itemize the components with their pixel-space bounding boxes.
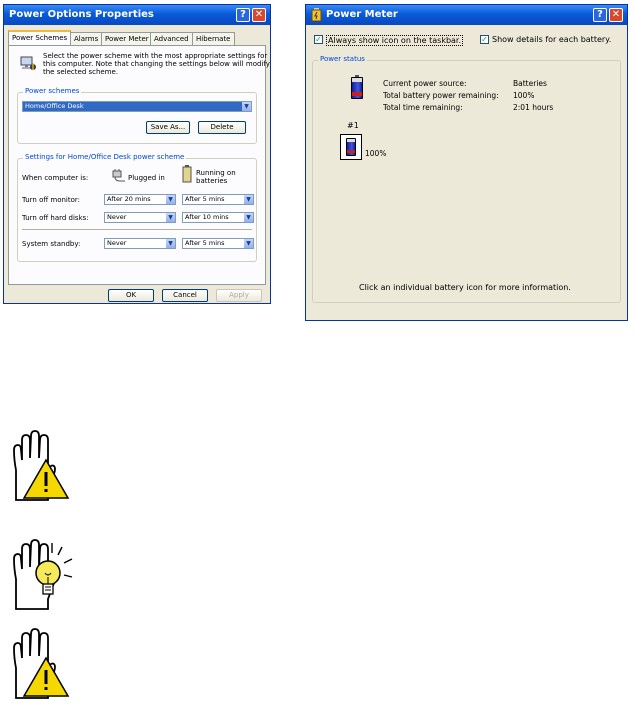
tab-power-schemes[interactable] <box>8 30 71 45</box>
total-remaining-value: 100% <box>513 91 535 100</box>
power-meter-titlebar[interactable] <box>306 5 627 25</box>
power-status-group <box>312 55 621 303</box>
current-source-label: Current power source: <box>383 79 467 88</box>
power-options-window <box>3 4 271 304</box>
settings-divider <box>22 229 252 230</box>
select-value: After 5 mins <box>185 239 225 247</box>
help-button[interactable]: ? <box>236 8 250 22</box>
button-label: Apply <box>229 291 249 299</box>
power-meter-app-icon <box>310 8 323 22</box>
select-value: After 10 mins <box>185 213 229 221</box>
standby-battery-select[interactable] <box>182 238 254 249</box>
always-show-label[interactable]: Always show icon on the taskbar. <box>328 36 462 45</box>
plug-icon <box>110 167 126 183</box>
batteries-label: batteries <box>196 177 228 185</box>
disks-plugged-select[interactable] <box>104 212 176 223</box>
turn-off-monitor-label: Turn off monitor: <box>22 196 81 204</box>
description-line-1: Select the power scheme with the most appropriate settings for <box>43 52 268 60</box>
battery-large-icon <box>351 77 363 99</box>
settings-legend: Settings for Home/Office Desk power scheme <box>25 153 185 161</box>
tab-label: Power Schemes <box>12 34 68 42</box>
settings-group <box>17 153 257 262</box>
battery-column-icon <box>182 165 192 183</box>
select-value: Never <box>107 213 127 221</box>
power-schemes-panel <box>8 45 270 285</box>
delete-button[interactable] <box>198 121 246 134</box>
save-as-button[interactable] <box>146 121 190 134</box>
window-title: Power Meter <box>326 9 398 20</box>
chevron-down-icon[interactable]: ▼ <box>166 239 175 248</box>
tab-label: Power Meter <box>105 35 149 43</box>
tab-label: Hibernate <box>196 35 231 43</box>
disks-battery-select[interactable] <box>182 212 254 223</box>
close-button[interactable]: ✕ <box>252 8 266 22</box>
power-schemes-legend: Power schemes <box>25 87 80 95</box>
chevron-down-icon[interactable]: ▼ <box>242 102 251 111</box>
always-show-checkbox[interactable]: ✓ <box>315 35 322 44</box>
power-options-titlebar[interactable] <box>4 5 270 25</box>
button-label: OK <box>125 291 137 299</box>
description-line-2: this computer. Note that changing the settings below will modify <box>43 60 270 68</box>
ok-button[interactable] <box>108 289 154 302</box>
help-button[interactable]: ? <box>593 8 607 22</box>
select-value: Never <box>107 239 127 247</box>
chevron-down-icon[interactable]: ▼ <box>166 213 175 222</box>
standby-plugged-select[interactable] <box>104 238 176 249</box>
monitor-battery-select[interactable] <box>182 194 254 205</box>
caution-hand-icon <box>6 628 70 700</box>
plugged-in-label: Plugged in <box>128 174 165 182</box>
button-label: Delete <box>210 123 234 131</box>
battery-hint: Click an individual battery icon for more information. <box>359 283 571 292</box>
scheme-select[interactable] <box>22 101 252 112</box>
tab-advanced[interactable] <box>150 32 193 45</box>
current-source-value: Batteries <box>513 79 547 88</box>
chevron-down-icon[interactable]: ▼ <box>244 213 253 222</box>
power-scheme-icon <box>19 54 37 72</box>
select-value: After 5 mins <box>185 195 225 203</box>
show-details-checkbox[interactable]: ✓ <box>481 35 488 44</box>
battery-small-icon <box>346 138 356 156</box>
description-line-3: the selected scheme. <box>43 68 119 76</box>
power-schemes-group <box>17 87 257 144</box>
show-details-label[interactable]: Show details for each battery. <box>492 35 612 44</box>
total-time-value: 2:01 hours <box>513 103 554 112</box>
when-computer-label: When computer is: <box>22 174 89 182</box>
select-value: After 20 mins <box>107 195 151 203</box>
tab-power-meter[interactable] <box>101 32 153 45</box>
tip-bulb-hand-icon <box>6 537 76 611</box>
button-label: Save As... <box>150 123 186 131</box>
chevron-down-icon[interactable]: ▼ <box>244 195 253 204</box>
battery-1-button[interactable] <box>340 134 362 160</box>
running-on-label: Running on <box>196 169 236 177</box>
chevron-down-icon[interactable]: ▼ <box>166 195 175 204</box>
chevron-down-icon[interactable]: ▼ <box>244 239 253 248</box>
power-status-legend: Power status <box>320 55 365 63</box>
apply-button[interactable] <box>216 289 262 302</box>
tab-label: Advanced <box>154 35 189 43</box>
caution-hand-icon <box>6 430 70 502</box>
total-time-label: Total time remaining: <box>383 103 463 112</box>
monitor-plugged-select[interactable] <box>104 194 176 205</box>
turn-off-disks-label: Turn off hard disks: <box>22 214 89 222</box>
scheme-select-value: Home/Office Desk <box>25 102 84 110</box>
system-standby-label: System standby: <box>22 240 81 248</box>
power-meter-window <box>305 4 628 321</box>
tab-label: Alarms <box>74 35 99 43</box>
tab-alarms[interactable] <box>70 32 102 45</box>
tab-hibernate[interactable] <box>192 32 235 45</box>
battery-number-label: #1 <box>347 121 359 130</box>
total-remaining-label: Total battery power remaining: <box>383 91 499 100</box>
close-button[interactable]: ✕ <box>609 8 623 22</box>
button-label: Cancel <box>173 291 197 299</box>
battery-percent: 100% <box>365 149 387 158</box>
cancel-button[interactable] <box>162 289 208 302</box>
window-title: Power Options Properties <box>9 9 154 20</box>
